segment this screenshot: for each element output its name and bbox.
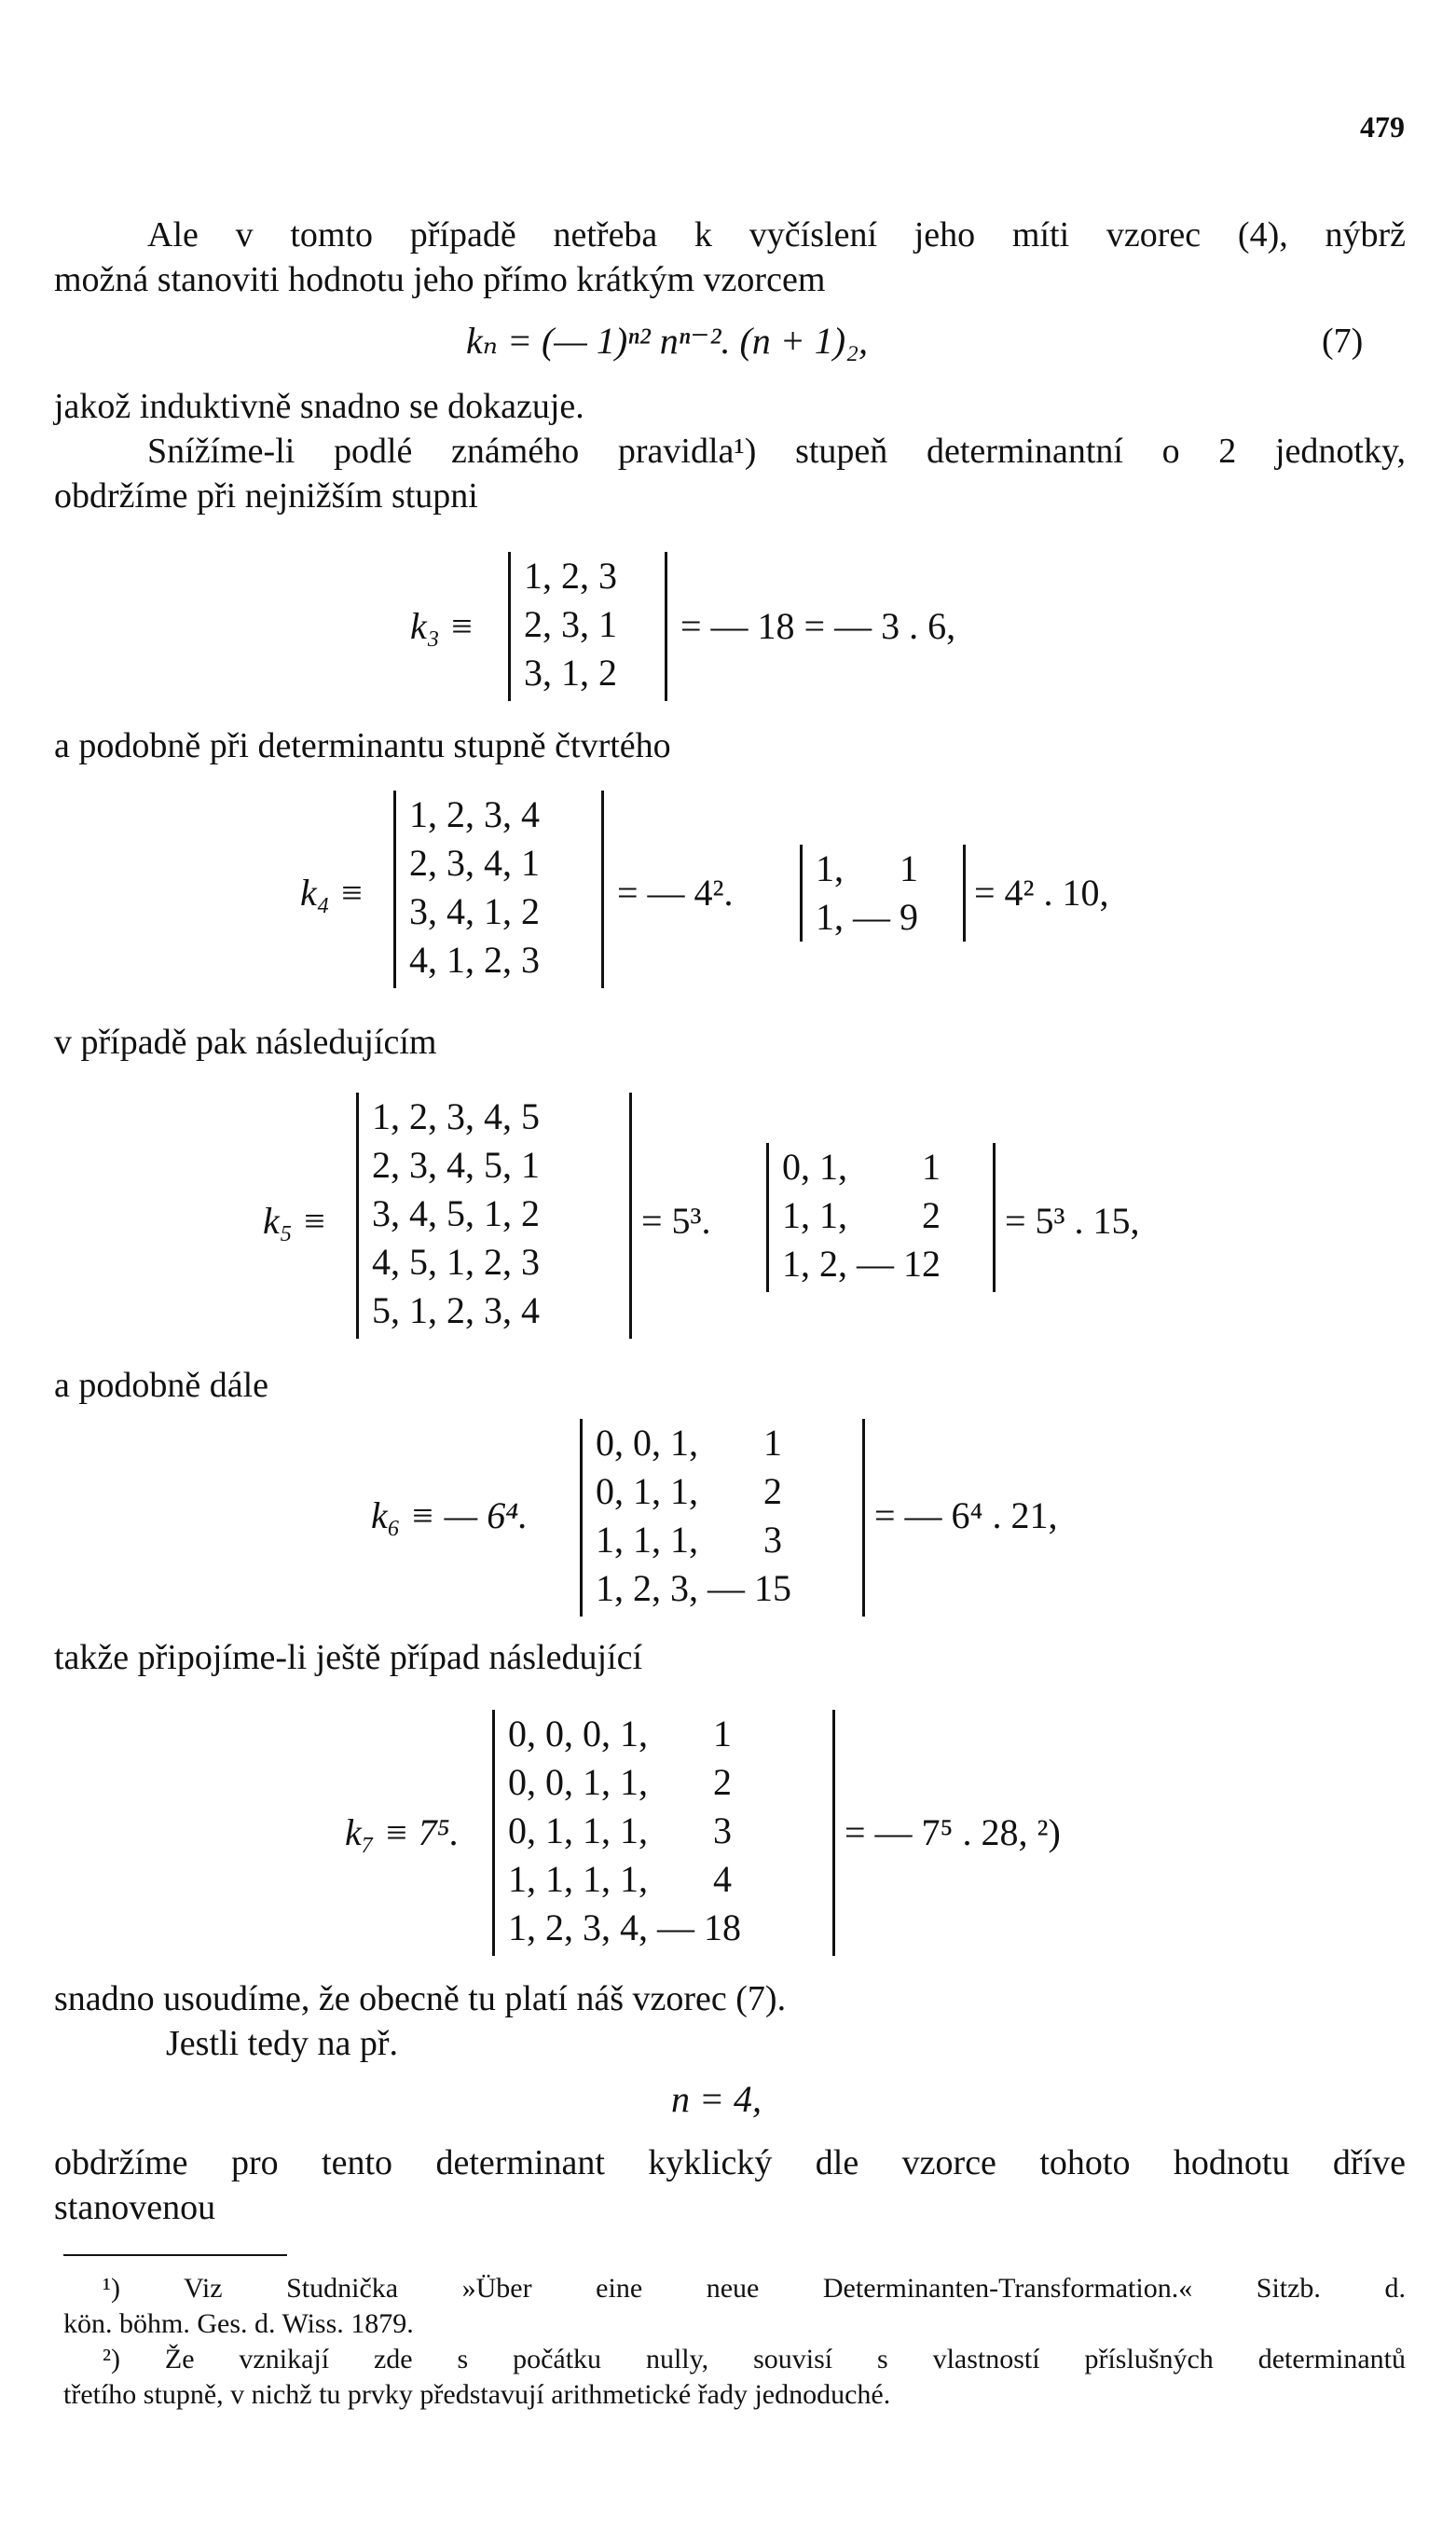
k3-row-1: 1, 2, 3 [524,555,617,597]
k3-row-2: 2, 3, 1 [524,603,617,645]
k4-row-4: 4, 1, 2, 3 [409,939,540,981]
k7-row-4: 1, 1, 1, 1, 4 [508,1858,732,1900]
k5-row-3: 3, 4, 5, 1, 2 [372,1192,540,1234]
k3-lhs: k₃ ≡ [410,605,474,647]
footnote-2-line-2: třetího stupně, v nichž tu prvky představují arithmetické řady jednoduché. [63,2379,891,2410]
k6-row-2: 0, 1, 1, 2 [596,1470,782,1512]
k5-lhs: k₅ ≡ [263,1200,327,1242]
k4-minor [800,845,966,942]
k7-determinant [492,1710,835,1956]
paragraph-9: Jestli tedy na př. [166,2024,399,2063]
k4-determinant [393,791,604,988]
k6-determinant [580,1419,865,1617]
k4-lhs: k₄ ≡ [300,872,364,914]
k4-minor-row-1: 1, 1 [816,847,918,889]
k5-row-1: 1, 2, 3, 4, 5 [372,1095,540,1137]
k7-rhs: = — 7⁵ . 28, ²) [845,1811,1061,1853]
k4-row-2: 2, 3, 4, 1 [409,842,540,884]
paragraph-8: snadno usoudíme, že obecně tu platí náš vzorec (7). [54,1979,787,2018]
page-number: 479 [1360,110,1405,144]
paragraph-3-line-1: Snížíme-li podlé známého pravidla¹) stupeň determinantní o 2 jednotky, [147,432,1406,471]
k5-row-4: 4, 5, 1, 2, 3 [372,1241,540,1283]
k5-row-2: 2, 3, 4, 5, 1 [372,1144,540,1186]
k3-rhs: = — 18 = — 3 . 6, [680,605,956,647]
paragraph-1-line-1: Ale v tomto případě netřeba k vyčíslení jeho míti vzorec (4), nýbrž [147,215,1406,255]
k7-row-3: 0, 1, 1, 1, 3 [508,1810,732,1851]
k5-minor [766,1143,996,1292]
k7-row-2: 0, 0, 1, 1, 2 [508,1761,732,1803]
k3-determinant [508,552,667,701]
k6-row-4: 1, 2, 3, — 15 [596,1567,791,1609]
k6-row-3: 1, 1, 1, 3 [596,1519,782,1561]
k5-minor-row-2: 1, 1, 2 [782,1194,941,1236]
paragraph-10-line-2: stanovenou [54,2188,216,2227]
paragraph-2: jakož induktivně snadno se dokazuje. [54,387,584,426]
k4-minor-row-2: 1, — 9 [816,896,918,938]
k7-row-1: 0, 0, 0, 1, 1 [508,1713,732,1755]
k4-rhs: = 4² . 10, [974,872,1109,914]
k5-row-5: 5, 1, 2, 3, 4 [372,1289,540,1331]
k6-lhs: k₆ ≡ — 6⁴. [371,1494,529,1536]
k5-mid: = 5³. [641,1200,711,1242]
paragraph-10-line-1: obdržíme pro tento determinant kyklický dle vzorce tohoto hodnotu dříve [54,2143,1406,2182]
k6-row-1: 0, 0, 1, 1 [596,1422,782,1464]
paragraph-1-line-2: možná stanoviti hodnotu jeho přímo krátkým vzorcem [54,260,826,299]
footnote-rule [63,2254,287,2256]
k4-mid: = — 4². [617,872,734,914]
paragraph-3-line-2: obdržíme při nejnižším stupni [54,476,478,516]
k6-rhs: = — 6⁴ . 21, [874,1494,1058,1536]
k4-row-3: 3, 4, 1, 2 [409,890,540,932]
paragraph-6: a podobně dále [54,1366,269,1405]
footnote-2-line-1: ²) Že vznikají zde s počátku nully, souvisí s vlastností příslušných determinantů [103,2344,1406,2374]
k5-minor-row-1: 0, 1, 1 [782,1146,941,1188]
footnote-1-line-2: kön. böhm. Ges. d. Wiss. 1879. [63,2308,414,2339]
formula-7-number: (7) [1322,322,1364,361]
k4-row-1: 1, 2, 3, 4 [409,793,540,835]
k3-row-3: 3, 1, 2 [524,652,617,694]
paragraph-7: takže připojíme-li ještě případ následující [54,1638,643,1677]
n-equals: n = 4, [671,2078,762,2120]
paragraph-5: v případě pak následujícím [54,1023,437,1062]
k5-rhs: = 5³ . 15, [1005,1200,1140,1242]
formula-7: kₙ = (— 1)ⁿ² nⁿ⁻². (n + 1)₂, [466,320,868,362]
k7-lhs: k₇ ≡ 7⁵. [345,1811,460,1853]
k7-row-5: 1, 2, 3, 4, — 18 [508,1906,741,1948]
footnote-1-line-1: ¹) Viz Studnička »Über eine neue Determinanten-Transformation.« Sitzb. d. [103,2273,1406,2304]
k5-minor-row-3: 1, 2, — 12 [782,1243,941,1285]
paragraph-4: a podobně při determinantu stupně čtvrtého [54,726,671,765]
k5-determinant [356,1093,632,1339]
